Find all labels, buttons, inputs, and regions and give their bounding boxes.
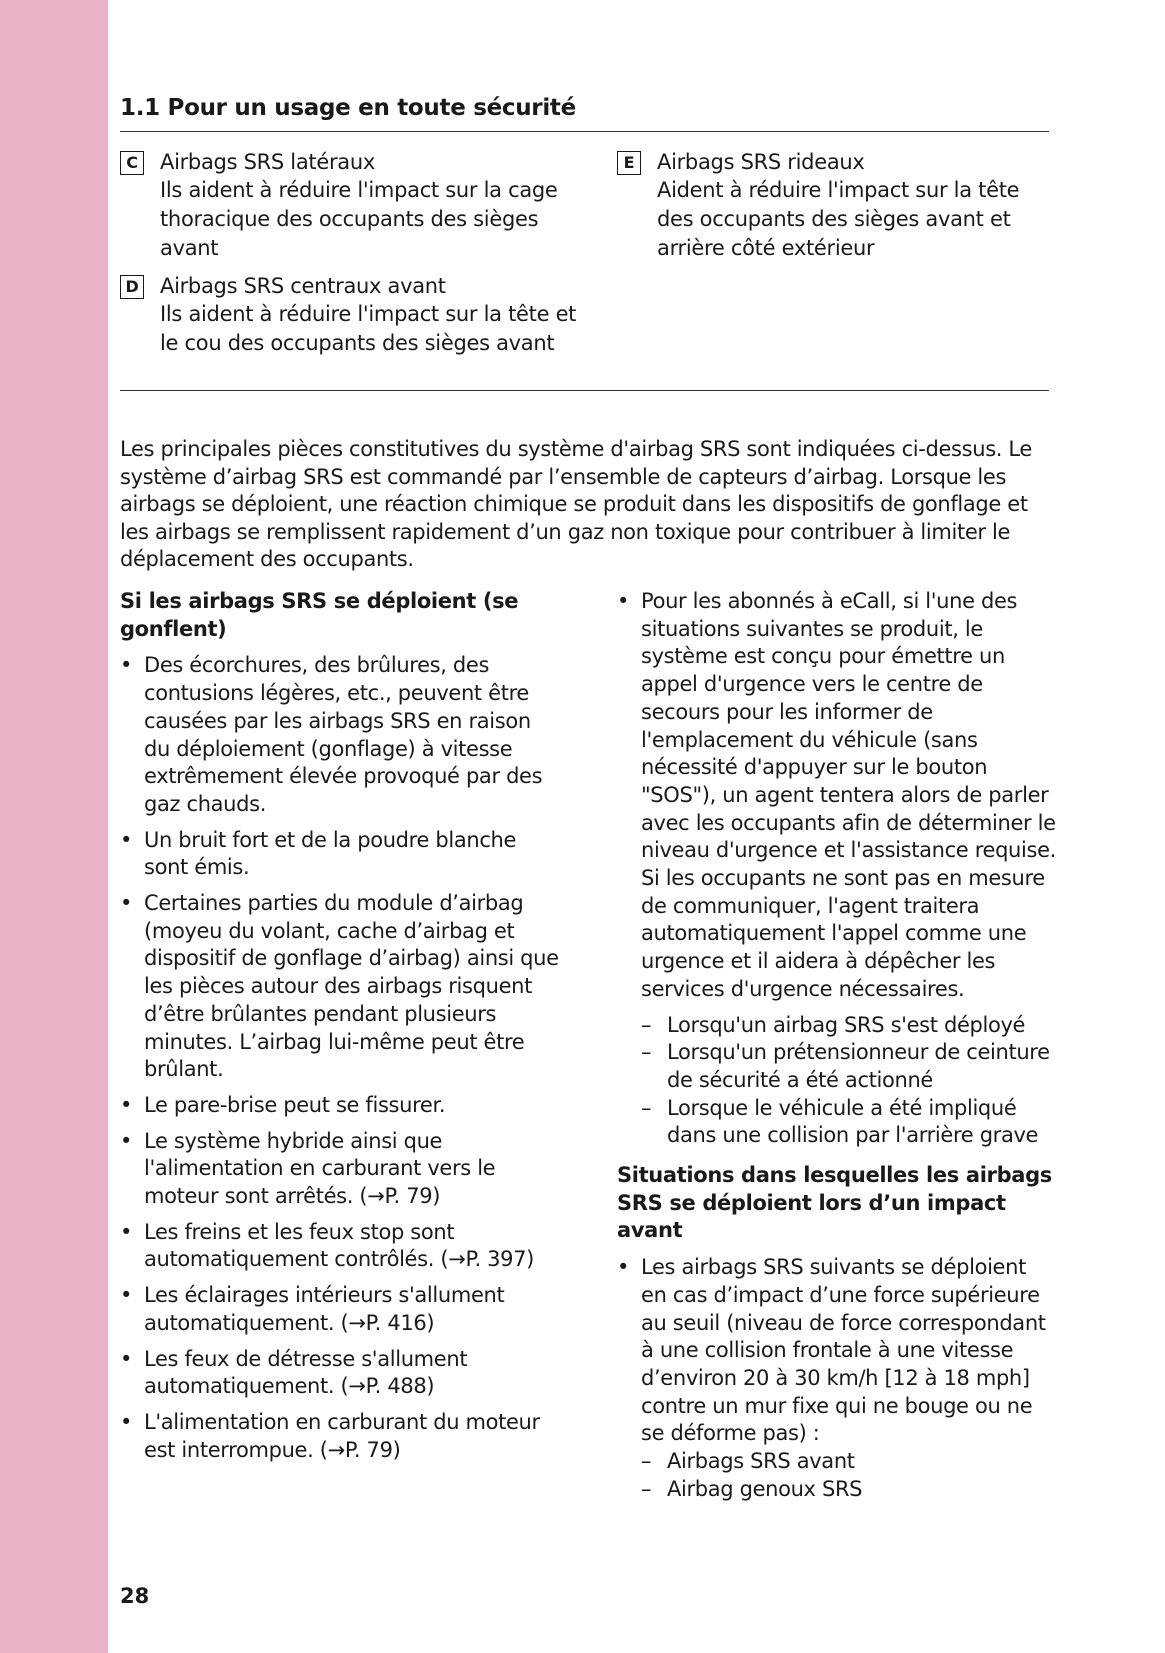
list-item <box>120 1219 560 1274</box>
page-number: 28 <box>120 1584 150 1608</box>
left-column <box>120 588 560 1472</box>
legend-column-right <box>617 149 1057 273</box>
dash-mark: – <box>641 1449 652 1474</box>
bullet-mark: • <box>120 1128 133 1153</box>
front-dash-item <box>617 1476 1057 1504</box>
section-title: 1.1 Pour un usage en toute sécurité <box>120 95 576 121</box>
dash-mark: – <box>641 1040 652 1065</box>
list-item <box>120 1346 560 1401</box>
legend-item-d <box>120 273 580 358</box>
bullet-mark: • <box>120 1409 133 1434</box>
legend-letter-e: E <box>617 151 641 175</box>
list-item-text: Les freins et les feux stop sont automatiquement contrôlés. (→P. 397) <box>144 1219 535 1272</box>
front-impact-bullet <box>617 1254 1057 1448</box>
list-item-text: Les éclairages intérieurs s'allument automatiquement. (→P. 416) <box>144 1283 505 1335</box>
intro-paragraph: Les principales pièces constitutives du système d'airbag SRS sont indiquées ci-dessus. Le système d’airbag SRS est commandé par l’ensemble de capteurs d’airbag. Lorsque les airbags se déploient, une réaction chimique se produit dans les dispositifs de gonflage et les airbags se remplissent rapidement d’un gaz non toxique pour contribuer à limiter le déplacement des occupants. <box>120 437 1032 571</box>
bullet-mark: • <box>120 1219 133 1244</box>
ecall-bullet <box>617 588 1057 1004</box>
list-item-text: Les feux de détresse s'allument automatiquement. (→P. 488) <box>144 1346 468 1399</box>
legend-title-c: Airbags SRS latéraux <box>160 150 376 174</box>
bullet-mark: • <box>120 1346 133 1371</box>
bullet-mark: • <box>120 1283 133 1308</box>
list-item-text: Des écorchures, des brûlures, des contusions légères, etc., peuvent être causées par les airbags SRS en raison du déploiement (gonflage) à vitesse extrêmement élevée provoqué par des gaz chauds. <box>144 653 543 816</box>
list-item <box>120 827 560 882</box>
chapter-color-band <box>0 0 108 1653</box>
deploy-heading: Si les airbags SRS se déploient (se gonflent) <box>120 589 519 641</box>
ecall-dash-item <box>617 1039 1057 1094</box>
list-item-text: Le pare-brise peut se fissurer. <box>144 1092 446 1117</box>
legend-item-e <box>617 149 1057 263</box>
dash-item-text: Lorsqu'un prétensionneur de ceinture de sécurité a été actionné <box>667 1040 1050 1092</box>
front-dash-item <box>617 1448 1057 1476</box>
dash-item-text: Airbags SRS avant <box>667 1449 855 1474</box>
dash-item-text: Lorsqu'un airbag SRS s'est déployé <box>667 1012 1026 1037</box>
dash-item-text: Airbag genoux SRS <box>667 1476 863 1501</box>
list-item-text: L'alimentation en carburant du moteur est interrompue. (→P. 79) <box>144 1409 540 1462</box>
list-item <box>120 1092 560 1120</box>
legend-letter-d: D <box>120 275 144 299</box>
legend-desc-e: Aident à réduire l'impact sur la tête des occupants des sièges avant et arrière côté extérieur <box>657 178 1020 260</box>
bullet-mark: • <box>617 1255 630 1280</box>
dash-mark: – <box>641 1012 652 1037</box>
bullet-mark: • <box>120 891 133 916</box>
bottom-divider <box>120 390 1049 391</box>
dash-mark: – <box>641 1095 652 1120</box>
list-item-text: Certaines parties du module d’airbag (moyeu du volant, cache d’airbag et dispositif de gonflage d’airbag) ainsi que les pièces autour des airbags risquent d’être brûlantes pendant plusieurs minutes. L’airbag lui-même peut être brûlant. <box>144 891 559 1082</box>
bullet-mark: • <box>120 1092 133 1117</box>
list-item-text: Le système hybride ainsi que l'alimentation en carburant vers le moteur sont arrêtés. (→P. 79) <box>144 1128 496 1209</box>
dash-item-text: Lorsque le véhicule a été impliqué dans une collision par l'arrière grave <box>667 1095 1039 1148</box>
bullet-mark: • <box>120 827 133 852</box>
top-divider <box>120 131 1049 132</box>
legend-title-d: Airbags SRS centraux avant <box>160 274 446 298</box>
list-item <box>120 1128 560 1211</box>
bullet-mark: • <box>120 653 133 678</box>
legend-title-e: Airbags SRS rideaux <box>657 150 865 174</box>
legend-column-left <box>120 149 580 368</box>
legend-desc-c: Ils aident à réduire l'impact sur la cage thoracique des occupants des sièges avant <box>160 178 558 260</box>
list-item <box>120 1409 560 1464</box>
ecall-dash-item <box>617 1012 1057 1040</box>
list-item <box>120 652 560 818</box>
list-item-text: Un bruit fort et de la poudre blanche sont émis. <box>144 827 517 880</box>
legend-letter-c: C <box>120 151 144 175</box>
list-item <box>120 890 560 1084</box>
list-item-text: Les airbags SRS suivants se déploient en cas d’impact d’une force supérieure au seuil (niveau de force correspondant à une collision frontale à une vitesse d’environ 20 à 30 km/h [12 à 18 mph] contre un mur fixe qui ne bouge ou ne se déforme pas) : <box>641 1255 1046 1446</box>
list-item-text: Pour les abonnés à eCall, si l'une des situations suivantes se produit, le système est conçu pour émettre un appel d'urgence vers le centre de secours pour les informer de l'emplacement du véhicule (sans nécessité d'appuyer sur le bouton "SOS"), un agent tentera alors de parler avec les occupants afin de déterminer le niveau d'urgence et l'assistance requise. Si les occupants ne sont pas en mesure de communiquer, l'agent traitera automatiquement l'appel comme une urgence et il aidera à dépêcher les services d'urgence nécessaires. <box>641 589 1056 1001</box>
ecall-dash-item <box>617 1095 1057 1150</box>
front-impact-heading: Situations dans lesquelles les airbags SRS se déploient lors d’un impact avant <box>617 1163 1052 1243</box>
right-column <box>617 588 1057 1504</box>
legend-item-c <box>120 149 580 263</box>
bullet-mark: • <box>617 589 630 613</box>
dash-mark: – <box>641 1476 652 1501</box>
legend-desc-d: Ils aident à réduire l'impact sur la tête et le cou des occupants des sièges avant <box>160 302 577 355</box>
list-item <box>120 1282 560 1337</box>
